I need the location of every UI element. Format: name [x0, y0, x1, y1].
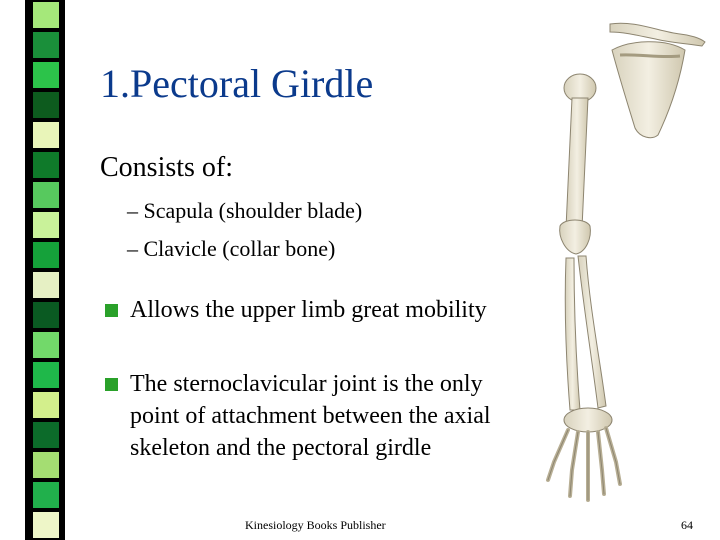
stripe-segment: [25, 90, 65, 120]
stripe-segment: [25, 330, 65, 360]
stripe-segment: [25, 390, 65, 420]
bullet-text: Allows the upper limb great mobility: [130, 297, 487, 323]
bullet-sternoclavicular: [105, 368, 505, 464]
stripe-segment: [25, 180, 65, 210]
stripe-segment: [25, 150, 65, 180]
stripe-segment: [25, 270, 65, 300]
stripe-segment: [25, 420, 65, 450]
decorative-stripe: [25, 0, 65, 540]
subitem-scapula: – Scapula (shoulder blade): [127, 198, 363, 223]
stripe-segment: [25, 300, 65, 330]
stripe-segment: [25, 240, 65, 270]
stripe-segment: [25, 120, 65, 150]
stripe-segment: [25, 210, 65, 240]
bullet-square-icon: [105, 378, 118, 391]
page-number: 64: [681, 518, 693, 532]
arm-skeleton-icon: [540, 10, 710, 510]
lead-text: Consists of:: [100, 152, 234, 183]
footer-publisher: Kinesiology Books Publisher: [245, 518, 386, 532]
slide-title: 1.Pectoral Girdle: [100, 61, 374, 106]
stripe-segment: [25, 360, 65, 390]
stripe-segment: [25, 510, 65, 540]
stripe-segment: [25, 480, 65, 510]
subitem-clavicle: – Clavicle (collar bone): [127, 236, 336, 261]
stripe-segment: [25, 0, 65, 30]
bullet-text: The sternoclavicular joint is the only point of attachment between the axial skeleton and the pectoral girdle: [130, 371, 491, 461]
stripe-segment: [25, 60, 65, 90]
stripe-segment: [25, 30, 65, 60]
bullet-square-icon: [105, 304, 118, 317]
bullet-mobility: [105, 294, 505, 326]
stripe-segment: [25, 450, 65, 480]
